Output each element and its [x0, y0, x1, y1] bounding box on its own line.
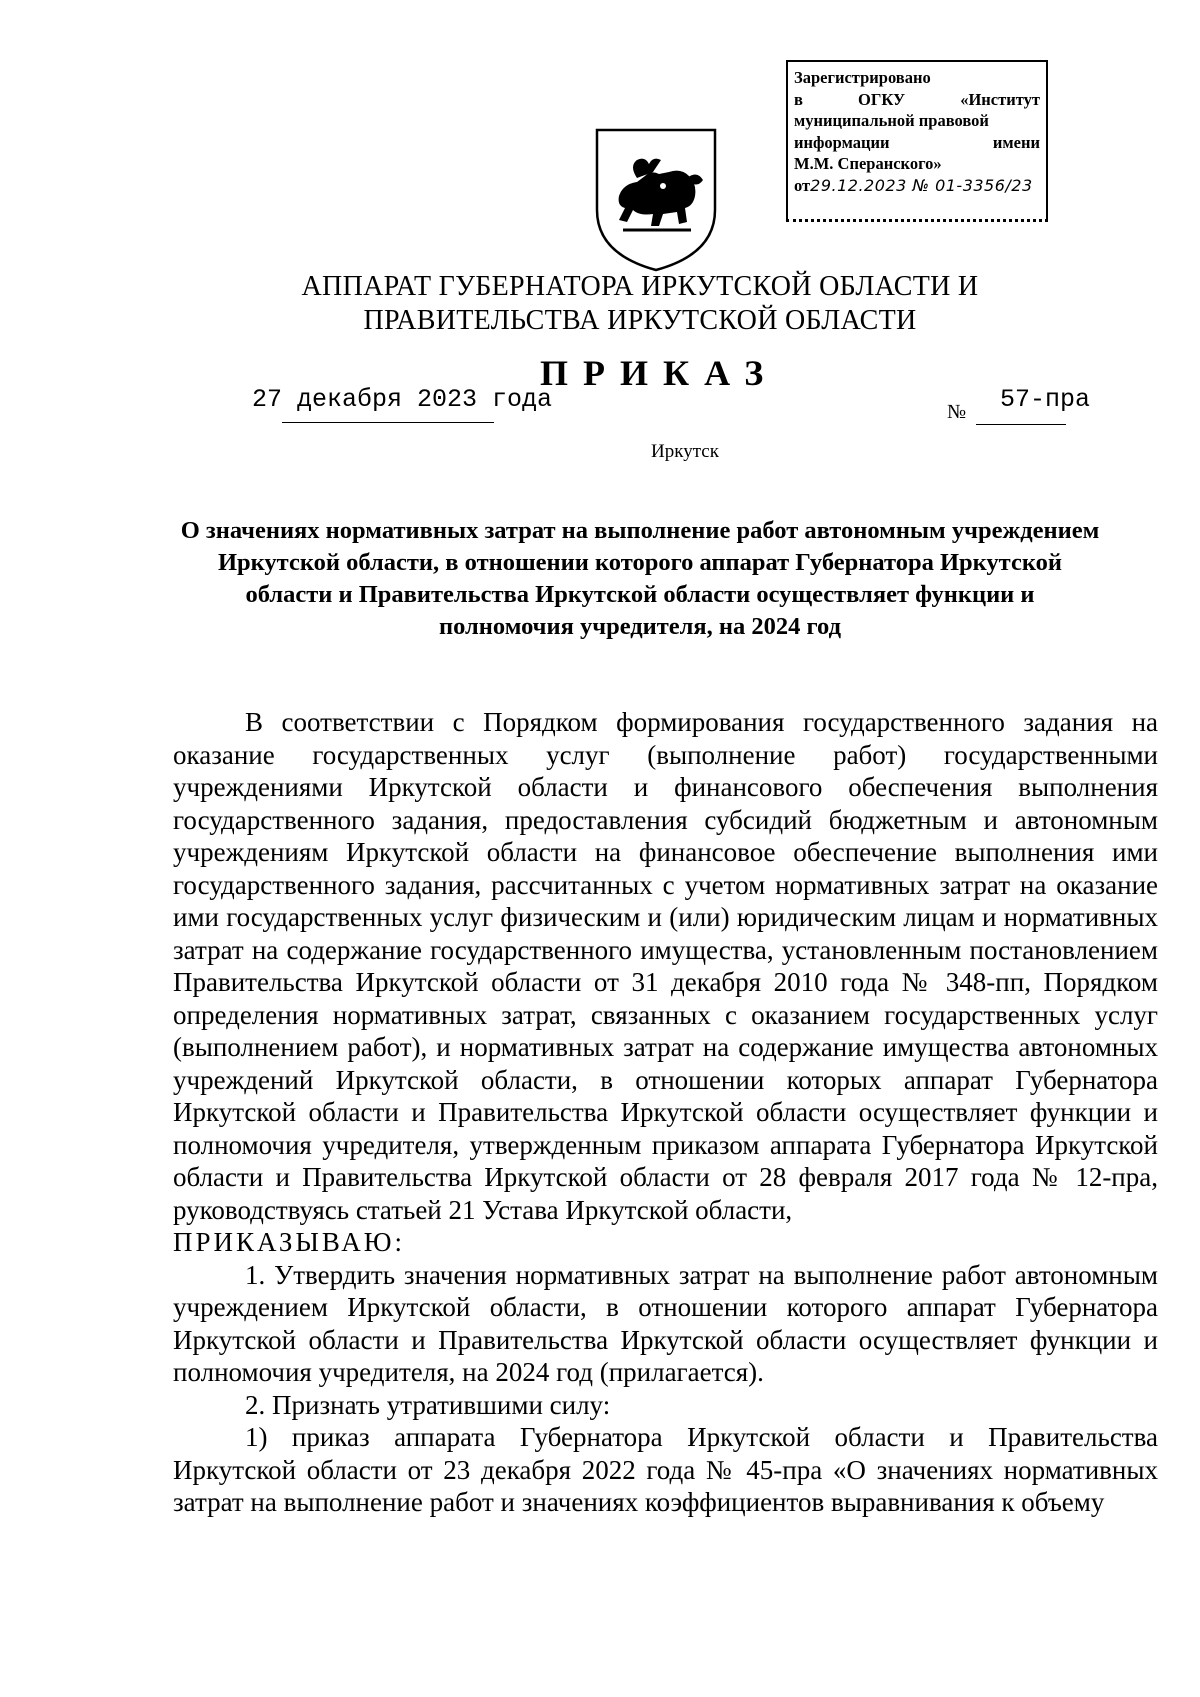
stamp-line: информации имени — [794, 132, 1040, 152]
organization-name: АППАРАТ ГУБЕРНАТОРА ИРКУТСКОЙ ОБЛАСТИ И ПРАВИТЕЛЬСТВА ИРКУТСКОЙ ОБЛАСТИ — [301, 271, 979, 336]
coat-of-arms-icon — [593, 126, 719, 274]
document-city: Иркутск — [651, 441, 719, 462]
document-title: О значениях нормативных затрат на выполнение работ автономным учреждением Иркутской области, в отношении которого аппарат Губернатора Иркутской области и Правительства Иркутской области осуществляет функции и полномочия учредителя, на 2024 год — [180, 517, 1100, 640]
number-sign: № — [947, 401, 967, 423]
order-item: 1. Утвердить значения нормативных затрат на выполнение работ автономным учреждением Иркутской области, в отношении которого аппарат Губернатора Иркутской области и Правительства Иркутской области осуществляет функции и полномочия учредителя, на 2024 год (прилагается). — [173, 1259, 1158, 1387]
stamp-line: Зарегистрировано — [794, 68, 931, 87]
registration-stamp — [786, 60, 1048, 222]
order-word: ПРИКАЗЫВАЮ: — [173, 1227, 405, 1257]
number-underline — [976, 424, 1066, 425]
document-number: 57-пра — [1000, 385, 1091, 414]
stamp-line: М.М. Сперанского» — [794, 154, 942, 173]
document-type: ПРИКАЗ — [540, 353, 779, 393]
preamble-paragraph: В соответствии с Порядком формирования государственного задания на оказание государственных услуг (выполнение работ) государственными учреждениями Иркутской области и финансового обеспечения выполнения государственного задания, предоставления субсидий бюджетным и автономным учреждениям Иркутской области на финансовое обеспечение выполнения ими государственного задания, рассчитанных с учетом нормативных затрат на оказание ими государственных услуг физическим и (или) юридическим лицам и нормативных затрат на содержание государственного имущества, установленным постановлением Правительства Иркутской области от 31 декабря 2010 года № 348-пп, Порядком определения нормативных затрат, связанных с оказанием государственных услуг (выполнением работ), и нормативных затрат на содержание имущества автономных учреждений Иркутской области, в отношении которых аппарат Губернатора Иркутской области и Правительства Иркутской области осуществляет функции и полномочия учредителя, утвержденным приказом аппарата Губернатора Иркутской области и Правительства Иркутской области от 28 февраля 2017 года № 12-пра, руководствуясь статьей 21 Устава Иркутской области, — [173, 707, 1158, 1225]
stamp-registration-number: от29.12.2023 № 01-3356/23 — [794, 175, 1033, 195]
handwritten-registration: 29.12.2023 № 01-3356/23 — [810, 175, 1033, 195]
stamp-line: в ОГКУ «Институт — [794, 89, 1040, 109]
stamp-line: муниципальной правовой — [794, 111, 989, 130]
document-date: 27 декабря 2023 года — [252, 385, 553, 414]
order-item: 2. Признать утратившими силу: — [245, 1389, 611, 1420]
document-body — [173, 706, 1158, 1519]
date-underline — [282, 422, 494, 423]
order-subitem: 1) приказ аппарата Губернатора Иркутской области и Правительства Иркутской области от 23 декабря 2022 года № 45-пра «О значениях нормативных затрат на выполнение работ и значениях коэффициентов выравнивания к объему — [173, 1422, 1158, 1517]
